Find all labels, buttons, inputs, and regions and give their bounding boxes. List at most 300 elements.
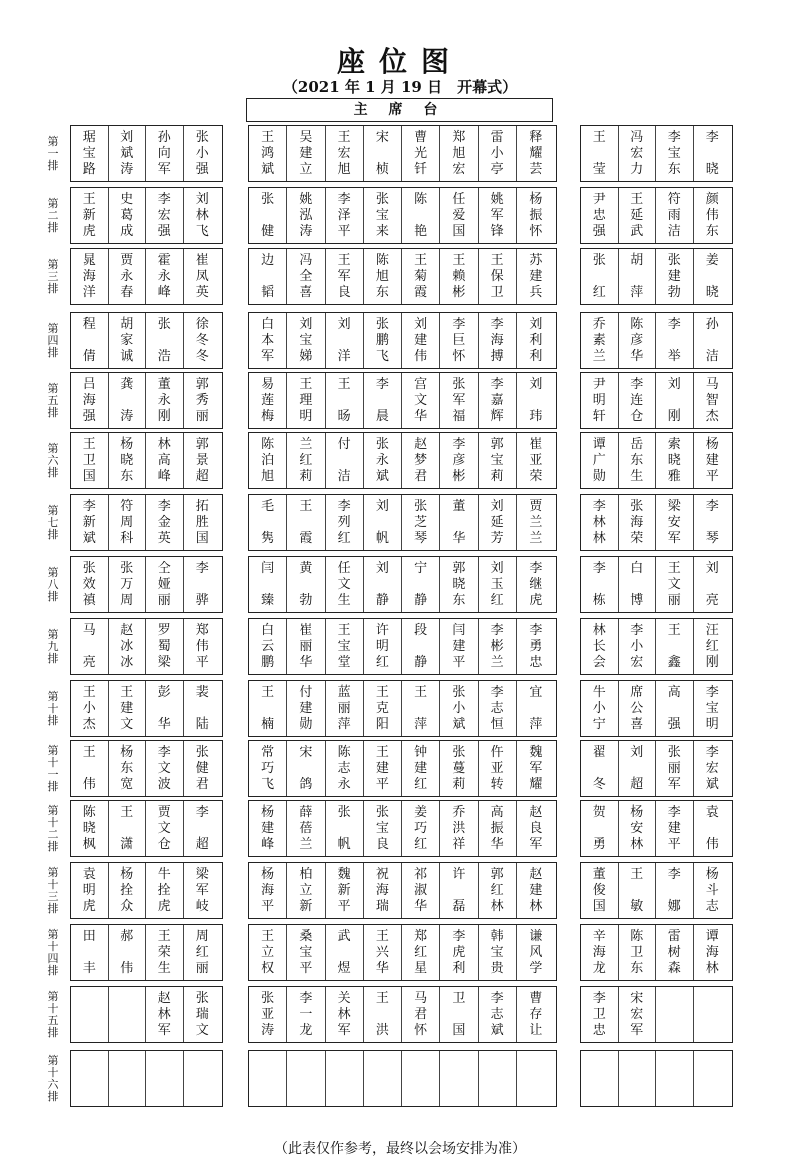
seat-cell: 王 宝 堂 xyxy=(326,619,364,674)
seat-cell: 李 超 xyxy=(195,804,209,852)
seat-cell: 王 文 丽 xyxy=(656,557,694,612)
seat-cell: 冯 全 喜 xyxy=(287,249,325,304)
seat-cell: 李 连 仓 xyxy=(619,373,657,428)
seat-cell: 孙 向 军 xyxy=(146,126,184,181)
seat-cell: 刘 洋 xyxy=(326,313,364,368)
seat-cell: 谭 广 勋 xyxy=(581,433,619,488)
seat-cell: 郭 秀 丽 xyxy=(195,376,209,424)
seat-cell: 李 举 xyxy=(656,313,694,368)
seat-cell: 李 海 搏 xyxy=(479,313,517,368)
seat-cell: 罗 蜀 梁 xyxy=(146,619,184,674)
seat-cell: 王 鑫 xyxy=(656,619,694,674)
seat-cell: 李 娜 xyxy=(656,863,694,918)
seat-cell: 郑 伟 平 xyxy=(195,622,209,670)
seat-cell: 张 宝 良 xyxy=(364,801,402,856)
seat-cell: 高 振 华 xyxy=(479,801,517,856)
seat-cell: 张 红 xyxy=(581,249,619,304)
seat-cell: 郑 旭 宏 xyxy=(440,126,478,181)
seat-cell: 宋 宏 军 xyxy=(619,987,657,1042)
seat-cell: 刘 玉 红 xyxy=(479,557,517,612)
seat-cell: 张 健 xyxy=(249,188,287,243)
seat-cell: 李 彬 兰 xyxy=(479,619,517,674)
footer-note: （此表仅作参考，最终以会场安排为准） xyxy=(274,1141,526,1157)
seat-block-left xyxy=(70,1050,223,1107)
seat-cell: 陈 晓 枫 xyxy=(71,801,109,856)
seat-cell: 易 莲 梅 xyxy=(249,373,287,428)
row-label: 第 二 排 xyxy=(47,196,59,234)
podium-label: 主 席 台 xyxy=(246,98,553,122)
row-label: 第 八 排 xyxy=(47,565,59,603)
seat-cell: 赵 冰 冰 xyxy=(109,619,147,674)
seat-block-left xyxy=(70,924,223,981)
seat-cell: 仝 娅 丽 xyxy=(146,557,184,612)
seat-cell xyxy=(694,1051,732,1106)
seat-cell: 姜 晓 xyxy=(705,252,719,300)
seat-cell: 姚 泓 涛 xyxy=(287,188,325,243)
seat-cell: 刘 斌 涛 xyxy=(109,126,147,181)
seat-block-right xyxy=(580,924,733,981)
seat-cell: 颜 伟 东 xyxy=(705,191,719,239)
seat-cell: 曹 存 让 xyxy=(529,990,543,1038)
seat-cell: 王 莹 xyxy=(581,126,619,181)
seat-cell: 拓 胜 国 xyxy=(195,498,209,546)
seat-cell: 郭 宝 莉 xyxy=(479,433,517,488)
seat-cell: 薛 蓓 兰 xyxy=(287,801,325,856)
seat-cell: 刘 帆 xyxy=(364,495,402,550)
seat-cell: 钟 建 红 xyxy=(402,741,440,796)
seat-cell: 郭 红 林 xyxy=(479,863,517,918)
seat-cell: 李 彦 彬 xyxy=(440,433,478,488)
seat-cell: 刘 刚 xyxy=(656,373,694,428)
seat-cell: 魏 军 耀 xyxy=(529,744,543,792)
seat-cell: 周 红 丽 xyxy=(195,928,209,976)
seat-block-center xyxy=(248,800,557,857)
seat-cell: 张 宝 来 xyxy=(364,188,402,243)
seat-cell: 白 博 xyxy=(619,557,657,612)
seat-cell: 张 蔓 莉 xyxy=(440,741,478,796)
seat-cell: 崔 亚 荣 xyxy=(529,436,543,484)
row-label: 第 十 排 xyxy=(47,689,59,727)
seat-cell: 许 明 红 xyxy=(364,619,402,674)
seat-cell: 刘 亮 xyxy=(705,560,719,608)
seat-cell: 杨 安 林 xyxy=(619,801,657,856)
row-label: 第 四 排 xyxy=(47,321,59,359)
seat-cell: 白 云 鹏 xyxy=(249,619,287,674)
seat-cell: 王 新 虎 xyxy=(71,188,109,243)
seat-cell: 魏 新 平 xyxy=(326,863,364,918)
seat-cell: 释 耀 芸 xyxy=(529,129,543,177)
row-label: 第 十 一 排 xyxy=(47,743,59,793)
row-label: 第 十 五 排 xyxy=(47,989,59,1039)
seat-cell: 李 宏 强 xyxy=(146,188,184,243)
seat-cell: 王 旸 xyxy=(326,373,364,428)
seat-cell: 雷 树 森 xyxy=(656,925,694,980)
seat-cell: 董 永 刚 xyxy=(146,373,184,428)
seat-block-center xyxy=(248,125,557,182)
seat-cell: 张 鹏 飞 xyxy=(364,313,402,368)
seat-cell: 关 林 军 xyxy=(326,987,364,1042)
seat-block-left xyxy=(70,800,223,857)
seat-cell: 李 嘉 辉 xyxy=(479,373,517,428)
seat-cell: 段 静 xyxy=(402,619,440,674)
seat-block-center xyxy=(248,680,557,737)
seat-cell: 杨 拴 众 xyxy=(109,863,147,918)
seat-block-center xyxy=(248,372,557,429)
seat-cell: 毛 隽 xyxy=(249,495,287,550)
seat-cell: 吴 建 立 xyxy=(287,126,325,181)
seat-cell: 刘 林 飞 xyxy=(195,191,209,239)
seat-block-right xyxy=(580,862,733,919)
seat-cell: 贾 永 春 xyxy=(109,249,147,304)
seat-cell: 杨 海 平 xyxy=(249,863,287,918)
seat-cell: 王 敏 xyxy=(619,863,657,918)
seat-block-center xyxy=(248,187,557,244)
seat-block-left xyxy=(70,862,223,919)
seat-cell: 杨 建 峰 xyxy=(249,801,287,856)
seat-cell xyxy=(287,1051,325,1106)
seat-cell: 汪 红 刚 xyxy=(705,622,719,670)
seat-cell: 王 赖 彬 xyxy=(440,249,478,304)
seat-cell: 曹 光 钎 xyxy=(402,126,440,181)
seat-cell xyxy=(619,1051,657,1106)
seat-cell: 刘 建 伟 xyxy=(402,313,440,368)
seat-cell: 牛 拴 虎 xyxy=(146,863,184,918)
seat-cell: 索 晓 雅 xyxy=(656,433,694,488)
seat-cell: 李 列 红 xyxy=(326,495,364,550)
seat-cell: 宫 文 华 xyxy=(402,373,440,428)
seat-block-center xyxy=(248,618,557,675)
seat-cell xyxy=(326,1051,364,1106)
seat-cell xyxy=(109,987,147,1042)
seat-cell: 赵 梦 君 xyxy=(402,433,440,488)
seat-cell: 宁 静 xyxy=(402,557,440,612)
seat-cell: 陈 卫 东 xyxy=(619,925,657,980)
seat-cell: 王 卫 国 xyxy=(71,433,109,488)
seat-cell: 雷 小 亭 xyxy=(479,126,517,181)
seat-cell: 李 宝 明 xyxy=(705,684,719,732)
seat-cell: 赵 林 军 xyxy=(146,987,184,1042)
seat-cell: 裴 陆 xyxy=(195,684,209,732)
row-label: 第 十 四 排 xyxy=(47,927,59,977)
seat-cell xyxy=(581,1051,619,1106)
seat-cell: 马 智 杰 xyxy=(705,376,719,424)
seat-cell: 边 韬 xyxy=(249,249,287,304)
row-label: 第 十 三 排 xyxy=(47,865,59,915)
seat-cell xyxy=(364,1051,402,1106)
seat-cell: 张 建 勃 xyxy=(656,249,694,304)
seat-block-right xyxy=(580,1050,733,1107)
seat-block-center xyxy=(248,432,557,489)
seat-cell: 王 楠 xyxy=(249,681,287,736)
seat-cell: 袁 伟 xyxy=(705,804,719,852)
seat-cell: 兰 红 莉 xyxy=(287,433,325,488)
seat-block-right xyxy=(580,618,733,675)
seat-cell: 李 小 宏 xyxy=(619,619,657,674)
seat-cell: 宋 桢 xyxy=(364,126,402,181)
seat-block-center xyxy=(248,862,557,919)
seat-cell: 梁 安 军 xyxy=(656,495,694,550)
seat-cell: 仵 亚 转 xyxy=(479,741,517,796)
seat-block-center xyxy=(248,924,557,981)
seat-cell: 李 新 斌 xyxy=(71,495,109,550)
seat-cell xyxy=(184,1051,222,1106)
seat-cell: 辛 海 龙 xyxy=(581,925,619,980)
seat-cell: 王 立 权 xyxy=(249,925,287,980)
seat-cell: 冯 宏 力 xyxy=(619,126,657,181)
seat-cell: 贾 文 仓 xyxy=(146,801,184,856)
seat-cell: 贺 勇 xyxy=(581,801,619,856)
seat-cell: 王 延 武 xyxy=(619,188,657,243)
seat-cell: 陈 艳 xyxy=(402,188,440,243)
seat-cell: 张 健 君 xyxy=(195,744,209,792)
seat-cell: 张 瑞 文 xyxy=(195,990,209,1038)
seat-cell: 董 俊 国 xyxy=(581,863,619,918)
seat-cell: 乔 素 兰 xyxy=(581,313,619,368)
seat-cell: 高 强 xyxy=(656,681,694,736)
seat-cell: 张 永 斌 xyxy=(364,433,402,488)
seat-cell: 郑 红 星 xyxy=(402,925,440,980)
seat-cell xyxy=(440,1051,478,1106)
seat-cell: 林 高 峰 xyxy=(146,433,184,488)
seat-cell: 刘 宝 娣 xyxy=(287,313,325,368)
seat-cell: 董 华 xyxy=(440,495,478,550)
seat-block-right xyxy=(580,556,733,613)
seat-cell xyxy=(694,987,732,1042)
seat-cell xyxy=(71,1051,109,1106)
seat-cell: 李 金 英 xyxy=(146,495,184,550)
seat-cell: 杨 建 平 xyxy=(705,436,719,484)
row-label: 第 七 排 xyxy=(47,503,59,541)
seat-cell: 张 效 禛 xyxy=(71,557,109,612)
seat-block-left xyxy=(70,187,223,244)
seat-cell: 张 帆 xyxy=(326,801,364,856)
seat-cell: 王 霞 xyxy=(287,495,325,550)
seat-block-center xyxy=(248,248,557,305)
seat-cell: 付 洁 xyxy=(326,433,364,488)
seat-block-right xyxy=(580,372,733,429)
seat-block-center xyxy=(248,986,557,1043)
seat-cell: 李 泽 平 xyxy=(326,188,364,243)
seat-cell: 史 葛 成 xyxy=(109,188,147,243)
seat-block-left xyxy=(70,432,223,489)
seat-cell: 李 晨 xyxy=(364,373,402,428)
seat-cell: 王 建 文 xyxy=(109,681,147,736)
seat-cell: 卫 国 xyxy=(440,987,478,1042)
seat-block-left xyxy=(70,740,223,797)
seat-cell xyxy=(656,1051,694,1106)
seat-cell: 常 巧 飞 xyxy=(249,741,287,796)
seat-cell: 杨 晓 东 xyxy=(109,433,147,488)
seat-block-center xyxy=(248,740,557,797)
seat-cell: 杨 东 宽 xyxy=(109,741,147,796)
seat-cell: 徐 冬 冬 xyxy=(195,316,209,364)
row-label: 第 六 排 xyxy=(47,441,59,479)
seat-cell: 杨 斗 志 xyxy=(705,866,719,914)
seat-cell: 张 芝 琴 xyxy=(402,495,440,550)
seat-block-right xyxy=(580,494,733,551)
seat-cell: 任 文 生 xyxy=(326,557,364,612)
seat-block-left xyxy=(70,125,223,182)
seat-cell: 尹 明 轩 xyxy=(581,373,619,428)
seat-cell: 李 巨 怀 xyxy=(440,313,478,368)
seat-cell: 符 周 科 xyxy=(109,495,147,550)
seat-cell: 李 宏 斌 xyxy=(705,744,719,792)
row-label: 第 九 排 xyxy=(47,627,59,665)
seat-block-right xyxy=(580,187,733,244)
seat-block-right xyxy=(580,248,733,305)
seat-cell xyxy=(109,1051,147,1106)
seat-cell: 梁 军 岐 xyxy=(195,866,209,914)
seat-cell: 许 磊 xyxy=(440,863,478,918)
seat-cell: 吕 海 强 xyxy=(71,373,109,428)
seat-block-right xyxy=(580,986,733,1043)
seat-block-left xyxy=(70,494,223,551)
seat-cell: 李 宝 东 xyxy=(656,126,694,181)
seat-cell: 谦 风 学 xyxy=(529,928,543,976)
seat-cell: 刘 超 xyxy=(619,741,657,796)
seat-cell: 付 建 勋 xyxy=(287,681,325,736)
seat-cell: 郭 景 超 xyxy=(195,436,209,484)
seat-cell: 贾 兰 兰 xyxy=(529,498,543,546)
seat-cell: 张 小 斌 xyxy=(440,681,478,736)
seat-block-left xyxy=(70,680,223,737)
seat-block-left xyxy=(70,248,223,305)
seat-cell: 刘 利 利 xyxy=(529,316,543,364)
page-subtitle: （2021 年 1 月 19 日 开幕式） xyxy=(282,78,518,96)
seat-cell: 白 本 军 xyxy=(249,313,287,368)
seat-block-center xyxy=(248,312,557,369)
seat-block-right xyxy=(580,125,733,182)
seat-cell: 杨 振 怀 xyxy=(529,191,543,239)
seat-cell: 姜 巧 红 xyxy=(402,801,440,856)
seat-cell: 马 君 怀 xyxy=(402,987,440,1042)
seat-cell: 符 雨 洁 xyxy=(656,188,694,243)
seat-cell: 崔 凤 英 xyxy=(195,252,209,300)
seat-cell: 桑 宝 平 xyxy=(287,925,325,980)
seat-cell: 尹 忠 强 xyxy=(581,188,619,243)
seat-cell: 闫 建 平 xyxy=(440,619,478,674)
seat-cell: 谭 海 林 xyxy=(705,928,719,976)
seat-cell: 李 琴 xyxy=(705,498,719,546)
seat-cell: 张 小 强 xyxy=(195,129,209,177)
seat-cell: 张 军 福 xyxy=(440,373,478,428)
seat-cell: 李 晓 xyxy=(705,129,719,177)
seat-cell xyxy=(479,1051,517,1106)
seat-cell: 李 文 波 xyxy=(146,741,184,796)
seat-cell: 王 宏 旭 xyxy=(326,126,364,181)
seat-block-right xyxy=(580,800,733,857)
seat-cell: 王 鸿 斌 xyxy=(249,126,287,181)
seat-cell: 马 亮 xyxy=(71,619,109,674)
seat-cell: 胡 萍 xyxy=(619,249,657,304)
seat-cell: 张 海 荣 xyxy=(619,495,657,550)
seat-cell: 赵 建 林 xyxy=(529,866,543,914)
seat-cell: 任 爱 国 xyxy=(440,188,478,243)
seat-block-left xyxy=(70,556,223,613)
seat-cell: 李 勇 忠 xyxy=(529,622,543,670)
seat-cell: 宜 萍 xyxy=(529,684,543,732)
seat-cell: 王 理 明 xyxy=(287,373,325,428)
seat-cell: 张 丽 军 xyxy=(656,741,694,796)
seat-cell: 王 菊 霞 xyxy=(402,249,440,304)
seat-cell: 乔 洪 祥 xyxy=(440,801,478,856)
seat-cell: 张 浩 xyxy=(146,313,184,368)
seat-cell: 霍 永 峰 xyxy=(146,249,184,304)
seat-cell: 李 志 斌 xyxy=(479,987,517,1042)
seat-cell: 王 萍 xyxy=(402,681,440,736)
seat-cell: 李 虎 利 xyxy=(440,925,478,980)
seat-block-center xyxy=(248,556,557,613)
seat-cell: 王 军 良 xyxy=(326,249,364,304)
seat-block-right xyxy=(580,312,733,369)
seat-cell xyxy=(249,1051,287,1106)
seat-cell: 陈 泊 旭 xyxy=(249,433,287,488)
seat-block-left xyxy=(70,618,223,675)
seat-cell: 林 长 会 xyxy=(581,619,619,674)
seat-cell xyxy=(402,1051,440,1106)
seat-cell: 牛 小 宁 xyxy=(581,681,619,736)
seat-cell: 胡 家 诚 xyxy=(109,313,147,368)
seat-cell: 王 小 杰 xyxy=(71,681,109,736)
row-label: 第 一 排 xyxy=(47,134,59,172)
seat-cell: 王 荣 生 xyxy=(146,925,184,980)
seat-cell: 柏 立 新 xyxy=(287,863,325,918)
seat-block-left xyxy=(70,372,223,429)
seat-cell: 王 潇 xyxy=(109,801,147,856)
seat-cell: 闫 臻 xyxy=(249,557,287,612)
seat-cell: 韩 宝 贵 xyxy=(479,925,517,980)
seat-cell: 姚 军 锋 xyxy=(479,188,517,243)
page-title: 座位图 xyxy=(336,45,463,78)
seat-cell: 祝 海 瑞 xyxy=(364,863,402,918)
seat-cell: 晁 海 洋 xyxy=(71,249,109,304)
seat-cell: 李 志 恒 xyxy=(479,681,517,736)
seat-cell: 王 洪 xyxy=(364,987,402,1042)
seat-cell: 李 卫 忠 xyxy=(581,987,619,1042)
seat-cell: 刘 延 芳 xyxy=(479,495,517,550)
seat-cell: 张 亚 涛 xyxy=(249,987,287,1042)
seat-cell: 陈 彦 华 xyxy=(619,313,657,368)
row-label: 第 十 六 排 xyxy=(47,1053,59,1103)
seat-cell: 陈 旭 东 xyxy=(364,249,402,304)
seat-cell: 李 林 林 xyxy=(581,495,619,550)
seat-cell: 彭 华 xyxy=(146,681,184,736)
seat-cell: 王 克 阳 xyxy=(364,681,402,736)
seat-cell: 苏 建 兵 xyxy=(529,252,543,300)
seat-cell: 袁 明 虎 xyxy=(71,863,109,918)
seat-cell: 李 继 虎 xyxy=(529,560,543,608)
seat-cell: 王 保 卫 xyxy=(479,249,517,304)
seat-cell: 李 建 平 xyxy=(656,801,694,856)
seat-block-left xyxy=(70,312,223,369)
seat-block-right xyxy=(580,740,733,797)
row-label: 第 十 二 排 xyxy=(47,803,59,853)
seat-cell: 琚 宝 路 xyxy=(71,126,109,181)
seat-cell: 刘 静 xyxy=(364,557,402,612)
seat-cell xyxy=(146,1051,184,1106)
seat-cell: 蓝 丽 萍 xyxy=(326,681,364,736)
seat-cell: 张 万 周 xyxy=(109,557,147,612)
seat-cell: 陈 志 永 xyxy=(326,741,364,796)
seat-cell: 李 骅 xyxy=(195,560,209,608)
seat-block-right xyxy=(580,680,733,737)
seat-cell: 王 兴 华 xyxy=(364,925,402,980)
seat-cell xyxy=(517,1051,555,1106)
seat-cell: 黄 勃 xyxy=(287,557,325,612)
seat-cell: 孙 洁 xyxy=(705,316,719,364)
seat-cell: 李 栋 xyxy=(581,557,619,612)
seat-cell: 李 一 龙 xyxy=(287,987,325,1042)
